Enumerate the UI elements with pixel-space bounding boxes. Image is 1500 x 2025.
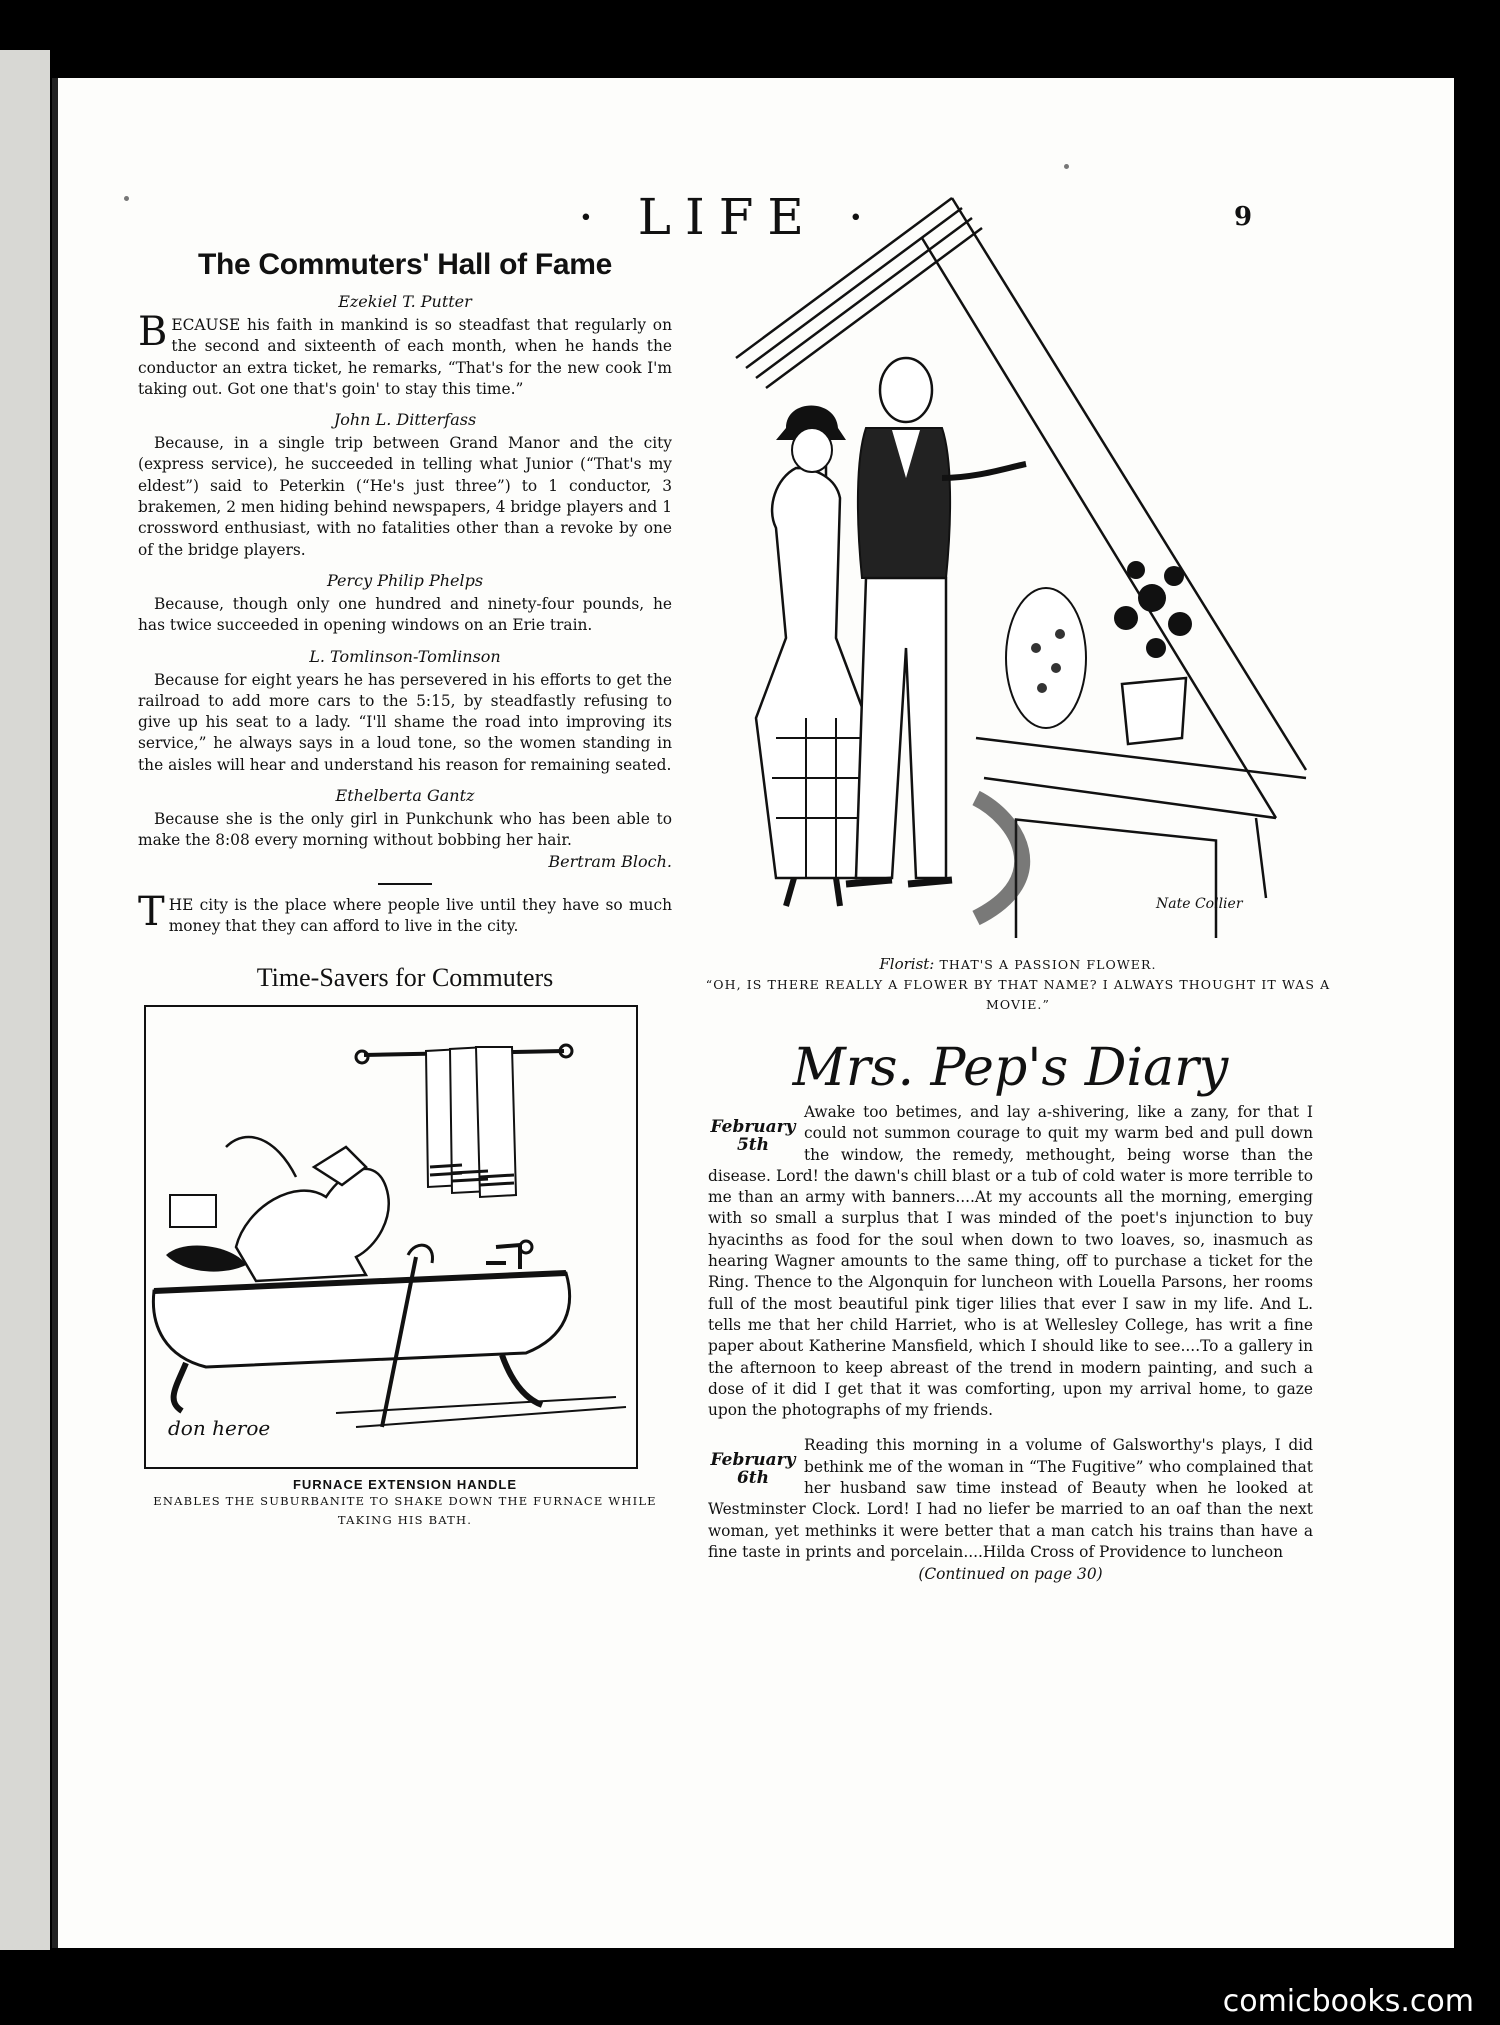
entry-text: Because, though only one hundred and ninety-four pounds, he has twice succeeded in opening windows on an Erie train. [138, 594, 672, 635]
diary-date: February 5th [710, 1117, 796, 1155]
cartoon-caption-text: ENABLES THE SUBURBANITE TO SHAKE DOWN THE FURNACE WHILE TAKING HIS BATH. [153, 1494, 657, 1528]
diary-date: February 6th [710, 1450, 796, 1489]
entry-text: Because she is the only girl in Punkchunk who has been able to make the 8:08 every morning without bobbing her hair. [138, 810, 672, 850]
cartoon-caption-title: FURNACE EXTENSION HANDLE [292, 1477, 518, 1493]
entry-text: BECAUSE his faith in mankind is so steadfast that regularly on the second and sixteenth of each month, when he hands the conductor an extra ticket, he remarks, “That's for the new cook I'm taking out. Got one that's goin' to stay this time.” [138, 309, 672, 398]
bathtub-cartoon [144, 1005, 638, 1469]
page-number: 9 [1234, 202, 1253, 232]
left-column [138, 248, 672, 1530]
continued-note: (Continued on page 30) [918, 1565, 1103, 1584]
florist-caption [698, 954, 1338, 1015]
diary-entry-text: Reading this morning in a volume of Galsworthy's plays, I did bethink me of the woman in “The Fugitive” who complained that her husband saw time instead of Beauty when he looked at Westminster Clock. Lord! I had no liefer be married to an oaf than the next woman, yet methinks it were better that a man catch his trains than have a fine taste in prints and porcelain....Hilda Cross of Providence to luncheon [708, 1436, 1313, 1561]
bathtub-illustration [146, 1007, 636, 1467]
adjacent-page-edge [0, 50, 50, 1950]
entry-name: Ezekiel T. Putter [338, 292, 472, 311]
florist-caption-line2: “OH, IS THERE REALLY A FLOWER BY THAT NAME? I ALWAYS THOUGHT IT WAS A MOVIE.” [705, 977, 1331, 1012]
city-note: THE city is the place where people live until they have so much money that they can afford to live in the city. [138, 888, 672, 935]
magazine-page [58, 78, 1454, 1948]
diary-entry-text: Awake too betimes, and lay a-shivering, like a zany, for that I could not summon courage to quit my warm bed and pull down the window, the remedy, methought, being worse than the disease. Lord! the dawn's chill blast or a tub of cold water is more terrible to me than an army with banners....At my accounts all the morning, emerging with so small a surplus that I was minded of the poet's injunction to buy hyacinths as food for the soul when down to two loaves, so, inasmuch as hearing Wagner amounts to the same thing, off to purchase a ticket for the Ring. Thence to the Algonquin for luncheon with Louella Parsons, her rooms full of the most beautiful pink tiger lilies that ever I saw in my life. And L. tells me that her child Harriet, who is at Wellesley College, has writ a fine paper about Katherine Mansfield, which I should like to see....To a gallery in the afternoon to keep abreast of the trend in modern painting, and such a dose of it did I get that it was comforting, upon my arrival home, to gaze upon the photographs of my friends. [708, 1103, 1313, 1420]
entry-text: Because for eight years he has persevered in his efforts to get the railroad to add more cars to the 5:15, by steadfastly refusing to give up his seat to a lady. “I'll shame the road into improving its service,” he always says in a loud tone, so the women standing in the aisles will hear and understand his reason for remaining seated. [138, 670, 672, 774]
artist-signature: don heroe [168, 1416, 271, 1441]
florist-caption-line1: Florist: THAT'S A PASSION FLOWER. [879, 955, 1157, 973]
print-speck [1064, 164, 1069, 169]
entry-name: Ethelberta Gantz [335, 786, 475, 806]
florist-cartoon [716, 178, 1316, 938]
masthead: · LIFE · [578, 188, 878, 246]
entry-name: John L. Ditterfass [333, 410, 477, 430]
author-signature: Bertram Bloch. [548, 851, 672, 871]
article-title: The Commuters' Hall of Fame [197, 248, 613, 281]
artist-signature: Nate Collier [1156, 896, 1243, 912]
entry-name: Percy Philip Phelps [326, 570, 484, 590]
right-column [708, 1038, 1313, 1583]
entry-name: L. Tomlinson-Tomlinson [309, 646, 501, 666]
diary-entry [708, 1102, 1313, 1421]
entry-text: Because, in a single trip between Grand Manor and the city (express service), he succeeded in telling what Junior (“That's my eldest”) said to Peterkin (“He's just three”) to 1 conductor, 3 brakemen, 2 men hiding behind newspapers, 4 bridge players and 1 crossword enthusiast, with no fatalities other than a revoke by one of the bridge players. [138, 434, 672, 559]
time-savers-title: Time-Savers for Commuters [256, 963, 554, 993]
site-watermark: comicbooks.com [1222, 1984, 1474, 2019]
diary-title: Mrs. Pep's Diary [792, 1038, 1229, 1098]
drop-cap: T [138, 888, 165, 935]
section-divider [378, 883, 432, 885]
diary-entry [708, 1435, 1313, 1563]
drop-cap: B [138, 309, 168, 355]
caption-speaker: Florist: [879, 955, 935, 973]
